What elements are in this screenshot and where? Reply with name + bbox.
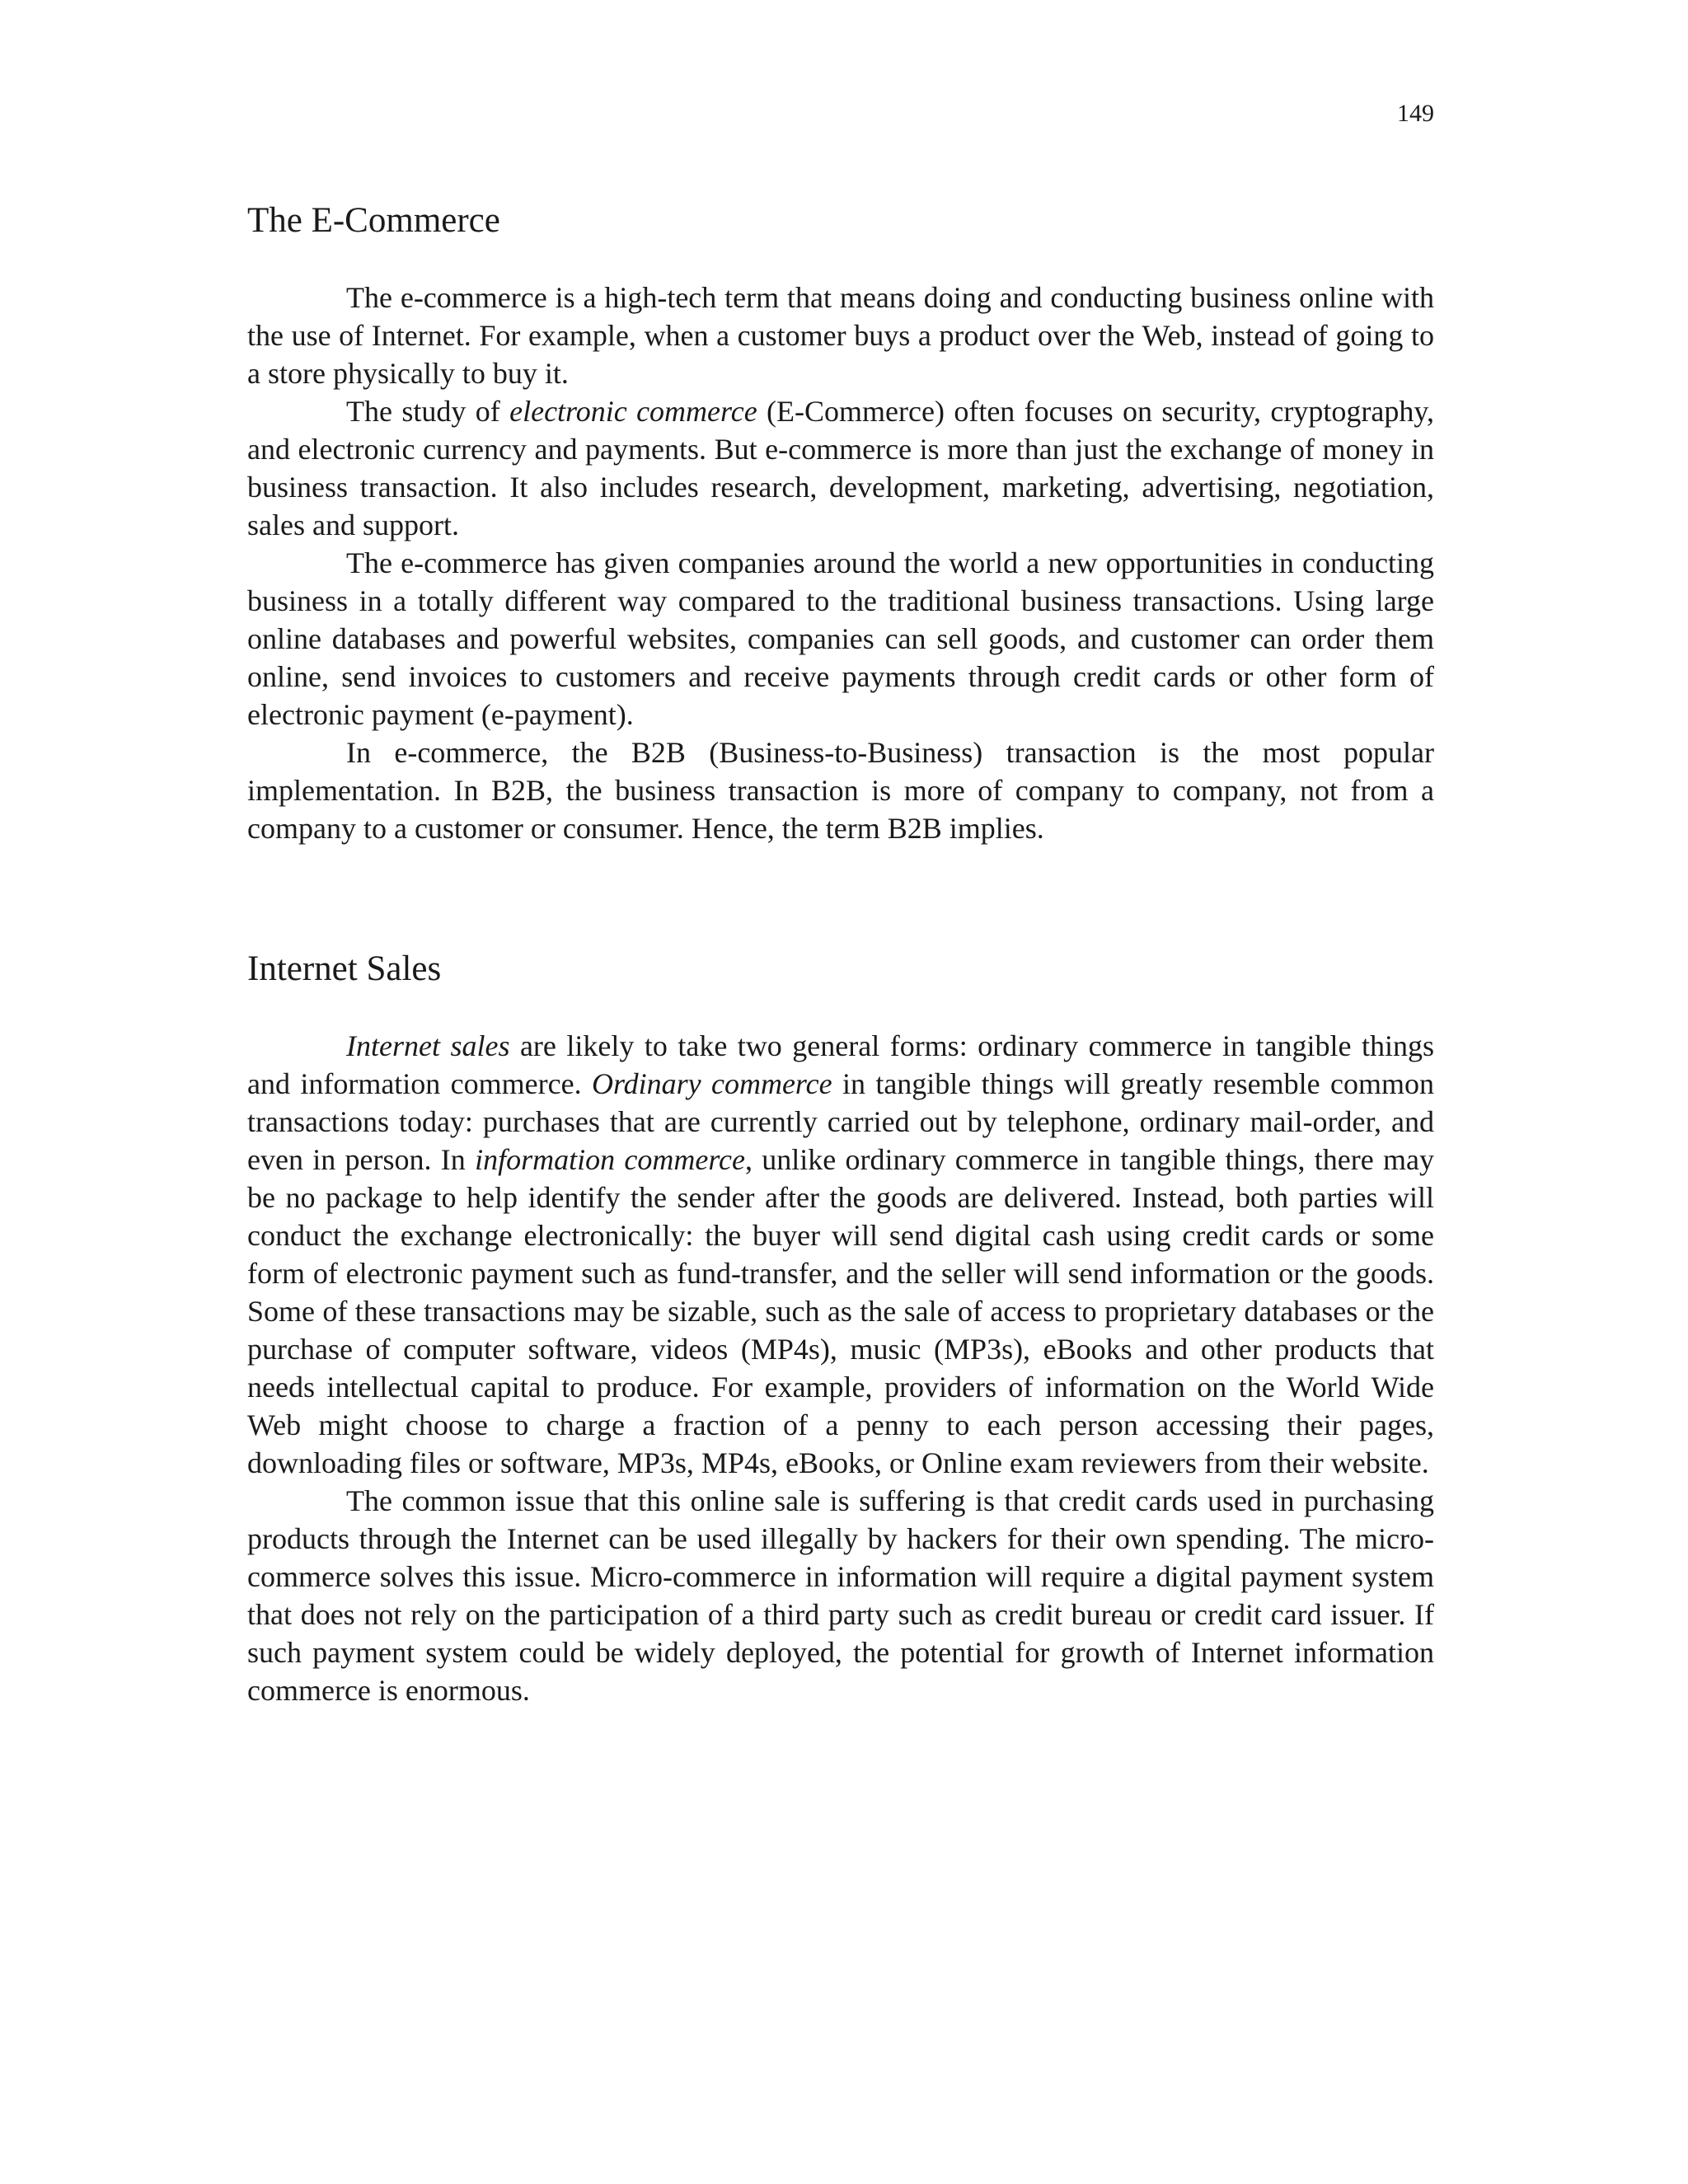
paragraph: [247, 544, 1434, 733]
text-run: The common issue that this online sale is suffering is that credit cards used in purchasing products through the Internet can be used illegally by hackers for their own spending. The micro-commerce solves this issue. Micro-commerce in information will require a digital payment system that does not rely on the participation of a third party such as credit bureau or credit card issuer. If such payment system could be widely deployed, the potential for growth of Internet information commerce is enormous.: [247, 1484, 1434, 1707]
italic-term: electronic commerce: [509, 395, 757, 428]
section-spacer: [247, 847, 1434, 944]
page-content: [247, 196, 1434, 1709]
italic-term: information commerce: [475, 1143, 745, 1176]
paragraph: [247, 1482, 1434, 1709]
text-run: in tangible things will greatly resemble common transactions today: purchases that are currently carried out by telephone, ordinary mail-order, and even in person. In: [247, 1067, 1434, 1176]
text-run: The e-commerce is a high-tech term that means doing and conducting business online with the use of Internet. For example, when a customer buys a product over the Web, instead of going to a store physically to buy it.: [247, 281, 1434, 390]
section-title: The E-Commerce: [247, 201, 500, 240]
section-internet-sales: [247, 944, 1434, 1709]
italic-term: Internet sales: [346, 1029, 510, 1062]
text-run: The study of: [346, 395, 510, 428]
text-run: (E-Commerce) often focuses on security, cryptography, and electronic currency and payments. But e-commerce is more than just the exchange of money in business transaction. It also includes research, development, marketing, advertising, negotiation, sales and support.: [247, 395, 1434, 541]
italic-term: Ordinary commerce: [591, 1067, 832, 1100]
section-body: [247, 1027, 1434, 1709]
paragraph: [247, 733, 1434, 847]
text-run: In e-commerce, the B2B (Business-to-Business) transaction is the most popular implementation. In B2B, the business transaction is more of company to company, not from a company to a customer or consumer. Hence, the term B2B implies.: [247, 736, 1434, 845]
page-number: 149: [1397, 100, 1434, 127]
paragraph: [247, 1027, 1434, 1482]
paragraph: [247, 279, 1434, 392]
text-run: The e-commerce has given companies around the world a new opportunities in conducting business in a totally different way compared to the traditional business transactions. Using large online databases and powerful websites, companies can sell goods, and customer can order them online, send invoices to customers and receive payments through credit cards or other form of electronic payment (e-payment).: [247, 546, 1434, 731]
section-body: [247, 279, 1434, 847]
text-run: , unlike ordinary commerce in tangible things, there may be no package to help identify the sender after the goods are delivered. Instead, both parties will conduct the exchange electronically: the buyer will send digital cash using credit cards or some form of electronic payment such as fund-transfer, and the seller will send information or the goods. Some of these transactions may be sizable, such as the sale of access to proprietary databases or the purchase of computer software, videos (MP4s), music (MP3s), eBooks and other products that needs intellectual capital to produce. For example, providers of information on the World Wide Web might choose to charge a fraction of a penny to each person accessing their pages, downloading files or software, MP3s, MP4s, eBooks, or Online exam reviewers from their website.: [247, 1143, 1434, 1479]
section-title: Internet Sales: [247, 949, 442, 988]
text-run: are likely to take two general forms: ordinary commerce in tangible things and information commerce.: [247, 1029, 1434, 1100]
paragraph: [247, 392, 1434, 544]
section-e-commerce: [247, 196, 1434, 847]
